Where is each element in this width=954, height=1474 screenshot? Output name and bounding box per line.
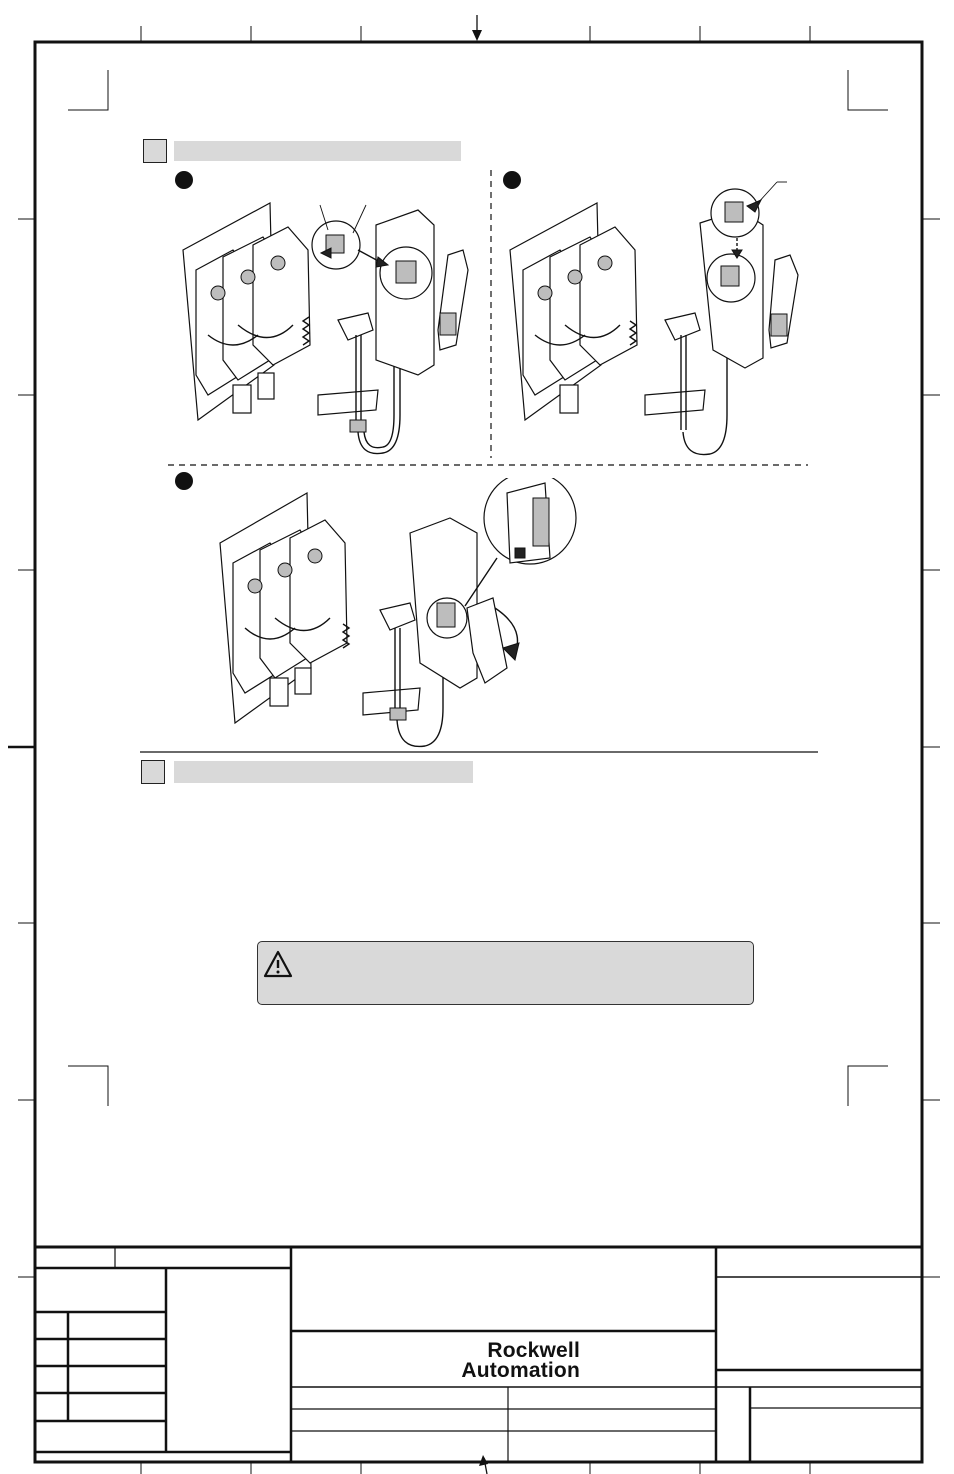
logo-line-2: Automation [461,1359,580,1382]
company-logo [400,1341,580,1381]
logo-line-1: Rockwell [487,1339,580,1362]
